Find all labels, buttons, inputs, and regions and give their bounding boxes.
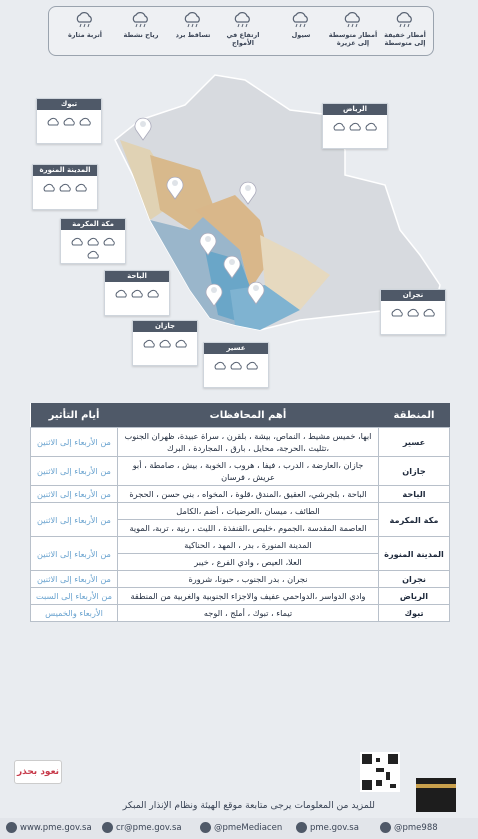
rain-icon [406, 304, 420, 315]
map-pin[interactable] [240, 182, 256, 204]
twitter-icon [380, 822, 391, 833]
card-madinah: المدينة المنورة [32, 164, 98, 210]
site-icon [296, 822, 307, 833]
governorates-cell: العاصمة المقدسة ،الجموم ،خليص ،القنفذة ، الليث ، رنية ، تربة، الموية [118, 520, 379, 537]
active-winds-icon [130, 11, 152, 29]
governorates-cell: الباحة ، بلجرشي، العقيق ،المندق ،قلوة ، المخواه ، بني حسن ، الحجرة [118, 486, 379, 503]
table-row [31, 588, 450, 605]
governorates-cell: الطائف ، ميسان ،العرضيات ، أضم ،الكامل [118, 503, 379, 520]
rain-icon [142, 335, 156, 346]
rain-icon [130, 285, 144, 296]
hail-icon [74, 179, 88, 190]
governorates-cell: نجران ، بدر الجنوب ، حبونا، شرورة [118, 571, 379, 588]
contact-media[interactable]: @pmeMediacen [200, 822, 282, 833]
globe-icon [6, 822, 17, 833]
legend-item-4: ارتفاع في الأمواج [217, 11, 269, 47]
wind-icon [62, 113, 76, 124]
card-tabuk: تبوك [36, 98, 102, 144]
legend-item-1: أمطار خفيفة إلى متوسطة [379, 11, 431, 47]
rain-icon [364, 118, 378, 129]
heavy-rain-icon [342, 11, 364, 29]
region-name: الباحة [379, 486, 450, 503]
card-makkah: مكة المكرمة [60, 218, 126, 264]
rain-icon [58, 179, 72, 190]
region-name: تبوك [379, 605, 450, 622]
social-icon [200, 822, 211, 833]
qr-code[interactable] [360, 752, 400, 792]
storm-icon [102, 233, 116, 244]
cloud-icon [46, 113, 60, 124]
wind-icon [332, 118, 346, 129]
brand-logo: نعود بحذر [14, 760, 62, 784]
impact-days: من الأربعاء إلى الاثنين [31, 503, 118, 537]
weather-legend [48, 6, 434, 56]
governorates-cell: ابها، خميس مشيط ، النماص، بيشة ، بلقرن ، سراة عبيدة، ظهران الجنوب ،تثليث ،الحرجة، محايل ، بارق ، المجاردة ، البرك [118, 428, 379, 457]
region-name: المدينة المنورة [379, 537, 450, 571]
governorates-cell: تيماء ، تبوك ، أملج ، الوجه [118, 605, 379, 622]
impact-days: من الأربعاء إلى الاثنين [31, 486, 118, 503]
contact-email[interactable]: cr@pme.gov.sa [102, 822, 182, 833]
card-najran: نجران [380, 289, 446, 335]
region-name: جازان [379, 457, 450, 486]
storm-icon [158, 335, 172, 346]
impact-days: الأربعاء والخميس [31, 605, 118, 622]
floods-icon [245, 357, 259, 368]
cloud-icon [42, 179, 56, 190]
table-row [31, 571, 450, 588]
table-row [31, 537, 450, 554]
legend-item-7: أتربة مثارة [59, 11, 111, 39]
high-waves-icon [232, 11, 254, 29]
dust-icon [74, 11, 96, 29]
card-baha: الباحة [104, 270, 170, 316]
region-name: نجران [379, 571, 450, 588]
impact-days: من الأربعاء إلى الاثنين [31, 537, 118, 571]
governorates-cell: وادي الدواسر ،الدواحمي عفيف والاجزاء الجنوبية والغربية من المنطقة [118, 588, 379, 605]
governorates-cell: المدينة المنورة ، بدر ، المهد ، الحناكية [118, 537, 379, 554]
rain-icon [229, 357, 243, 368]
contact-web[interactable]: www.pme.gov.sa [6, 822, 92, 833]
rain-icon [70, 233, 84, 244]
waves-icon [174, 335, 188, 346]
floods-icon [290, 11, 312, 29]
card-jazan: جازان [132, 320, 198, 366]
legend-item-5: تساقط برد [167, 11, 219, 39]
table-row [31, 503, 450, 520]
header-days: أيام التأثير [31, 403, 118, 428]
floods-icon [146, 285, 160, 296]
contact-site[interactable]: pme.gov.sa [296, 822, 359, 833]
cloud-icon [348, 118, 362, 129]
map-pin[interactable] [135, 118, 151, 140]
hail-icon [182, 11, 204, 29]
map-pin[interactable] [224, 256, 240, 278]
impact-days: من الأربعاء إلى الاثنين [31, 428, 118, 457]
table-row [31, 457, 450, 486]
contact-twitter[interactable]: @pme988 [380, 822, 438, 833]
governorates-cell: العلا، العيص ، وادي الفرع ، خيبر [118, 554, 379, 571]
cloud-icon [213, 357, 227, 368]
footnote: للمزيد من المعلومات يرجى متابعة موقع الهيئة ونظام الإنذار المبكر [122, 800, 375, 811]
map-pin[interactable] [206, 284, 222, 306]
waves-icon [86, 246, 100, 257]
header-governorates: أهم المحافظات [118, 403, 379, 428]
governorates-cell: جازان ،العارضة ، الدرب ، فيفا ، هروب ، الخوبة ، بيش ، صامطة ، أبو عريش ، فرسان [118, 457, 379, 486]
region-name: عسير [379, 428, 450, 457]
table-row [31, 605, 450, 622]
map-pin[interactable] [248, 282, 264, 304]
impact-days: من الأربعاء إلى الاثنين [31, 457, 118, 486]
map-pin[interactable] [200, 233, 216, 255]
map-pin[interactable] [167, 177, 183, 199]
legend-item-2: أمطار متوسطة إلى غزيرة [327, 11, 379, 47]
light-rain-icon [394, 11, 416, 29]
legend-item-6: رياح نشطة [115, 11, 167, 39]
floods-icon [422, 304, 436, 315]
card-asir: عسير [203, 342, 269, 388]
card-riyadh: الرياض [322, 103, 388, 149]
table-row [31, 428, 450, 457]
rain-icon [78, 113, 92, 124]
impact-days: من الأربعاء إلى الاثنين [31, 571, 118, 588]
email-icon [102, 822, 113, 833]
wind-icon [390, 304, 404, 315]
wind-icon [86, 233, 100, 244]
impact-days: من الأربعاء إلى السبت [31, 588, 118, 605]
legend-item-3: سيول [275, 11, 327, 39]
table-row [31, 486, 450, 503]
regions-table [30, 403, 450, 622]
cloud-icon [114, 285, 128, 296]
region-name: مكة المكرمة [379, 503, 450, 537]
header-region: المنطقة [379, 403, 450, 428]
contact-bar [0, 818, 478, 839]
region-name: الرياض [379, 588, 450, 605]
kaaba-graphic [412, 770, 464, 814]
